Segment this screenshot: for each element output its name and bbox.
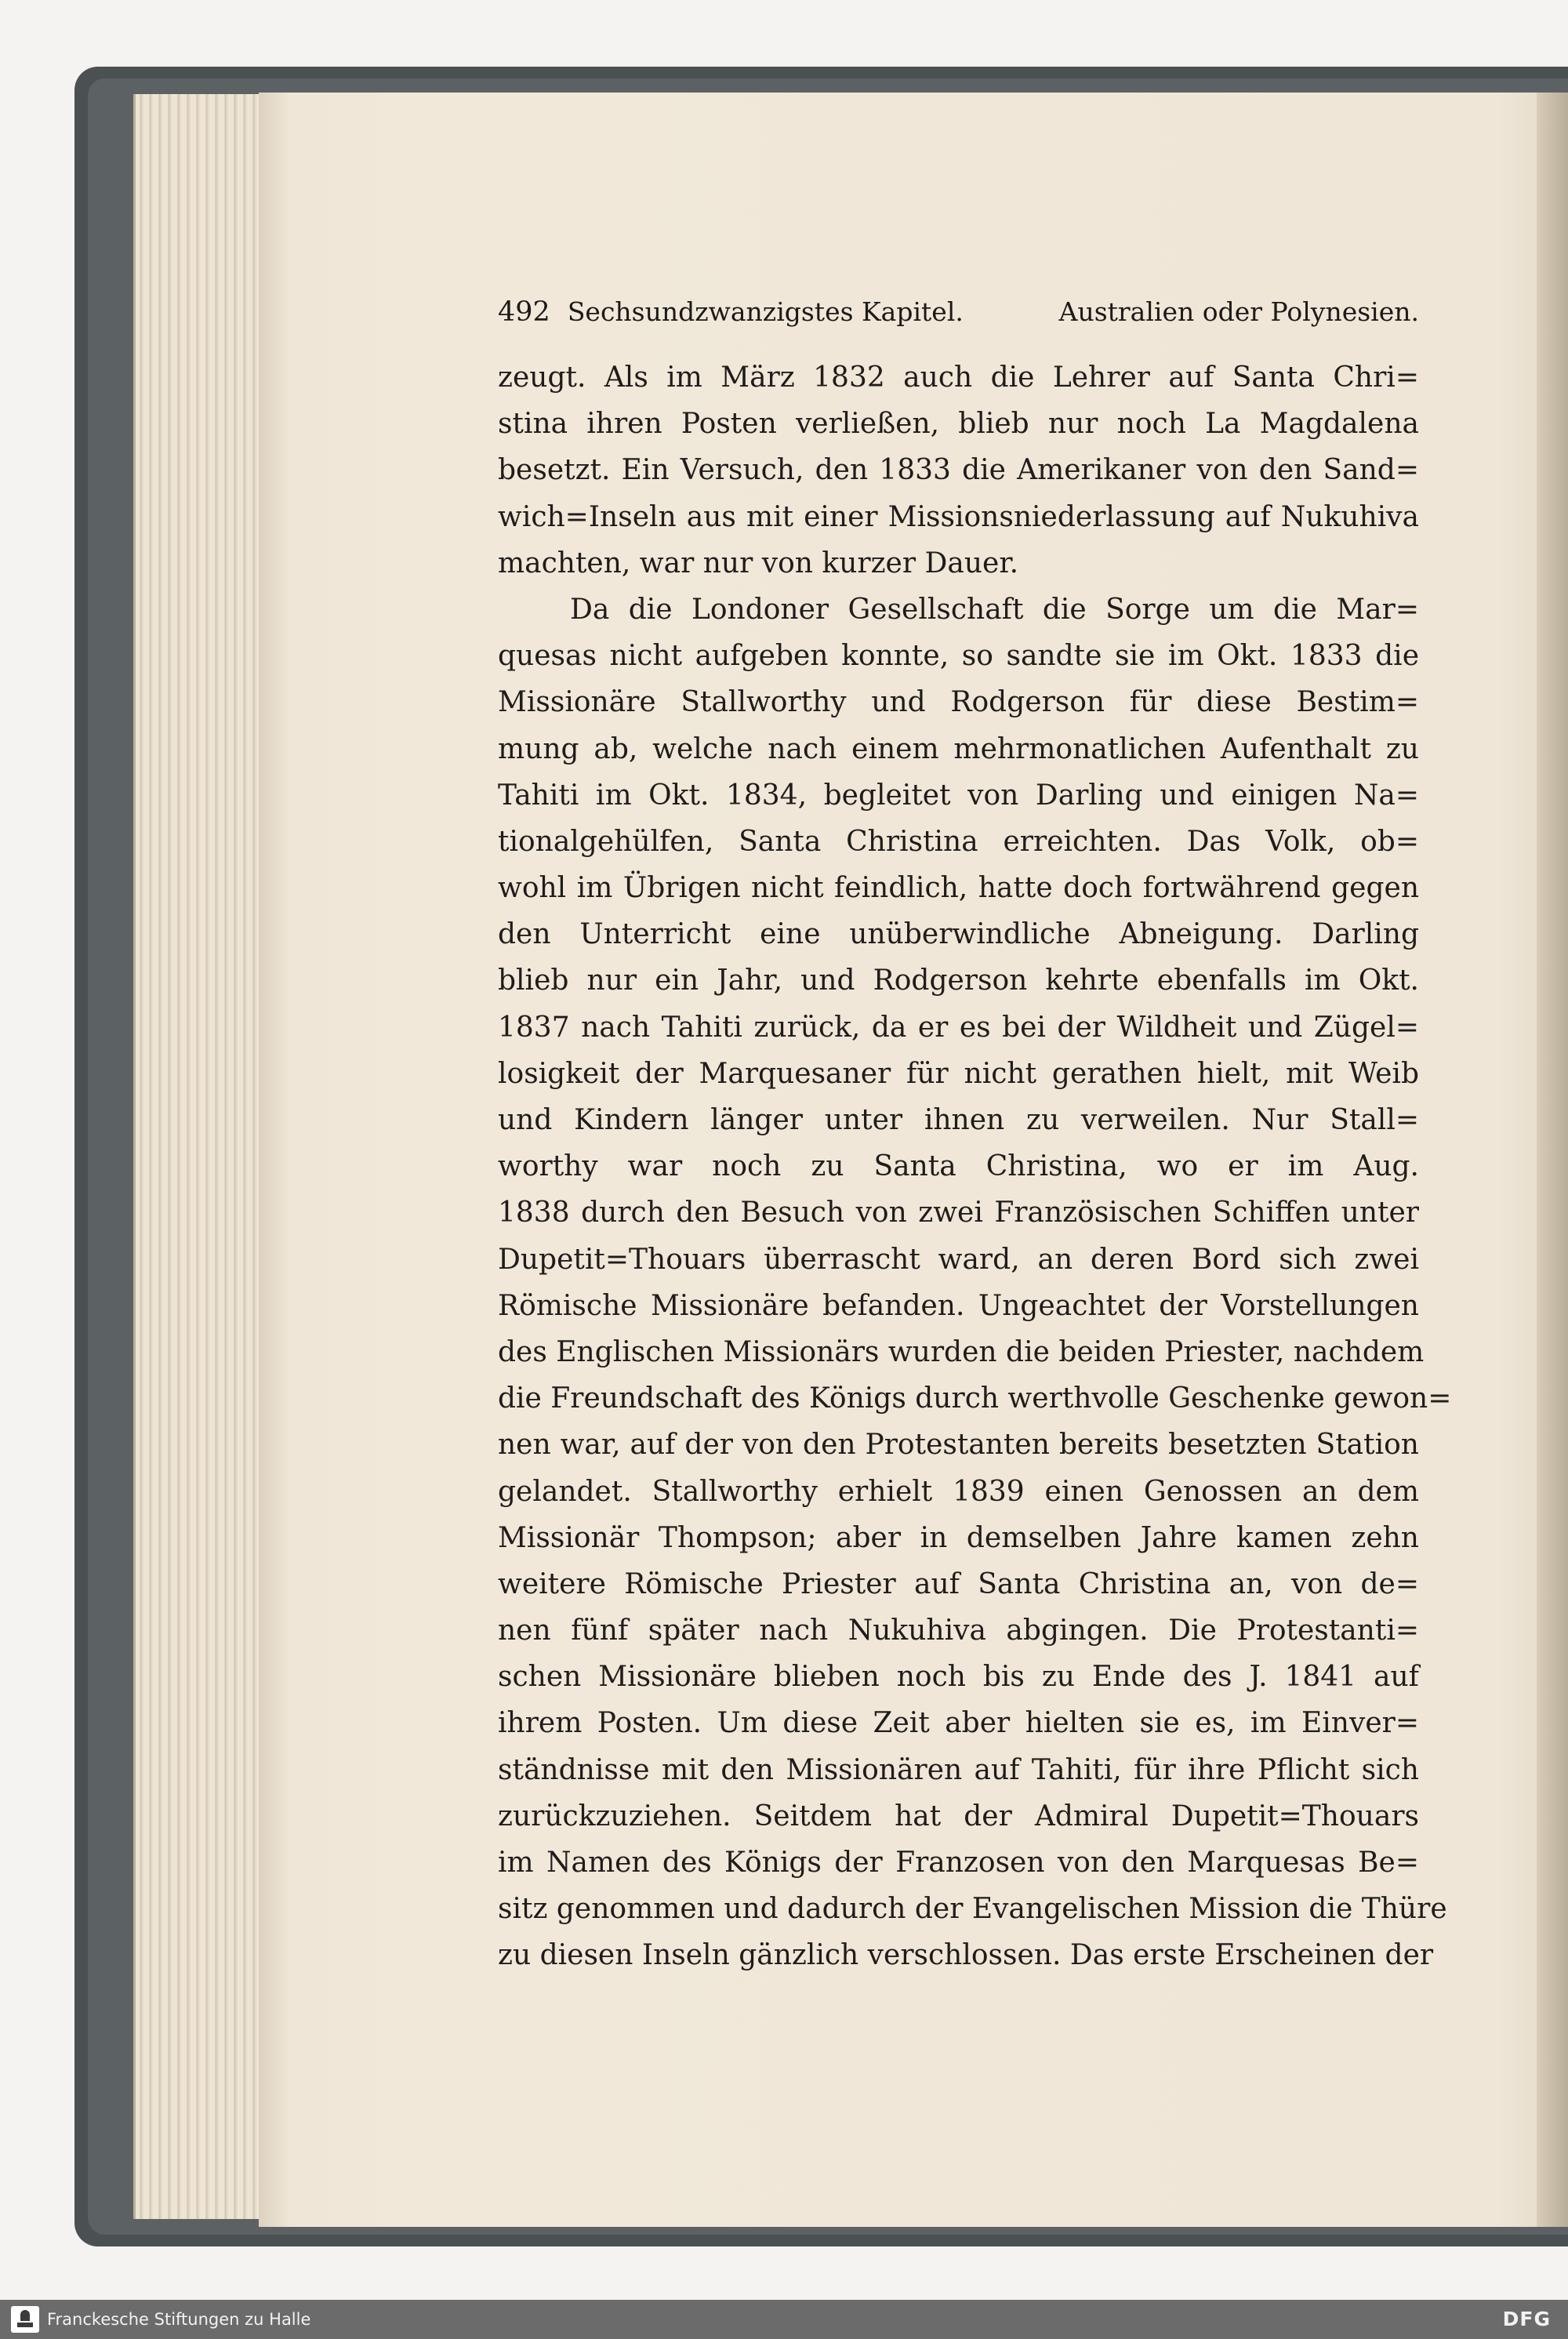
- text-line: 1837 nach Tahiti zurück, da er es bei der Wildheit und Zügel=: [498, 1011, 1419, 1044]
- text-line: besetzt. Ein Versuch, den 1833 die Amerikaner von den Sand=: [498, 454, 1419, 487]
- text-line: Missionäre Stallworthy und Rodgerson für diese Bestim=: [498, 686, 1419, 719]
- text-line: und Kindern länger unter ihnen zu verweilen. Nur Stall=: [498, 1104, 1419, 1136]
- text-line: die Freundschaft des Königs durch werthvolle Geschenke gewon=: [498, 1382, 1452, 1415]
- chapter-title: Sechsundzwanzigstes Kapitel.: [567, 296, 964, 327]
- text-line: schen Missionäre blieben noch bis zu Ende des J. 1841 auf: [498, 1661, 1419, 1694]
- text-line: Da die Londoner Gesellschaft die Sorge um die Mar=: [570, 593, 1419, 626]
- text-line: stina ihren Posten verließen, blieb nur noch La Magdalena: [498, 408, 1419, 441]
- text-line: blieb nur ein Jahr, und Rodgerson kehrte ebenfalls im Okt.: [498, 964, 1419, 997]
- running-head: [498, 296, 1419, 336]
- text-line: sitz genommen und dadurch der Evangelischen Mission die Thüre: [498, 1893, 1447, 1926]
- text-line: zeugt. Als im März 1832 auch die Lehrer auf Santa Chri=: [498, 361, 1419, 394]
- text-line: losigkeit der Marquesaner für nicht gerathen hielt, mit Weib: [498, 1057, 1419, 1090]
- text-line: den Unterricht eine unüberwindliche Abneigung. Darling: [498, 918, 1419, 951]
- footer-bar: [0, 2300, 1568, 2339]
- text-line: worthy war noch zu Santa Christina, wo er im Aug.: [498, 1150, 1419, 1183]
- text-line: Dupetit=Thouars überrascht ward, an deren Bord sich zwei: [498, 1243, 1419, 1276]
- francke-foundation-logo-icon: [11, 2306, 39, 2333]
- text-line: im Namen des Königs der Franzosen von den Marquesas Be=: [498, 1847, 1419, 1879]
- body-text: [498, 354, 1452, 1979]
- page-gutter-shadow: [1537, 93, 1568, 2227]
- text-line: ihrem Posten. Um diese Zeit aber hielten sie es, im Einver=: [498, 1707, 1419, 1740]
- text-line: wich=Inseln aus mit einer Missionsniederlassung auf Nukuhiva: [498, 500, 1419, 533]
- text-line: Missionär Thompson; aber in demselben Jahre kamen zehn: [498, 1521, 1419, 1554]
- text-line: nen fünf später nach Nukuhiva abgingen. Die Protestanti=: [498, 1614, 1419, 1647]
- text-line: ständnisse mit den Missionären auf Tahiti, für ihre Pflicht sich: [498, 1753, 1419, 1786]
- text-line: Tahiti im Okt. 1834, begleitet von Darling und einigen Na=: [498, 779, 1419, 812]
- text-line: wohl im Übrigen nicht feindlich, hatte doch fortwährend gegen: [498, 872, 1419, 905]
- section-title: Australien oder Polynesien.: [1058, 296, 1419, 327]
- page-number: 492: [498, 296, 550, 328]
- text-line: weitere Römische Priester auf Santa Christina an, von de=: [498, 1567, 1419, 1600]
- text-line: Römische Missionäre befanden. Ungeachtet der Vorstellungen: [498, 1289, 1419, 1322]
- page-edges: [133, 94, 261, 2219]
- footer-institution: Franckesche Stiftungen zu Halle: [47, 2310, 311, 2329]
- text-line: des Englischen Missionärs wurden die beiden Priester, nachdem: [498, 1335, 1425, 1368]
- text-line: gelandet. Stallworthy erhielt 1839 einen Genossen an dem: [498, 1475, 1419, 1508]
- text-line: zu diesen Inseln gänzlich verschlossen. Das erste Erscheinen der: [498, 1939, 1434, 1972]
- text-line: mung ab, welche nach einem mehrmonatlichen Aufenthalt zu: [498, 732, 1419, 765]
- text-line: zurückzuziehen. Seitdem hat der Admiral Dupetit=Thouars: [498, 1800, 1419, 1832]
- text-line: 1838 durch den Besuch von zwei Französischen Schiffen unter: [498, 1197, 1419, 1229]
- text-line: machten, war nur von kurzer Dauer.: [498, 547, 1019, 579]
- text-line: quesas nicht aufgeben konnte, so sandte sie im Okt. 1833 die: [498, 640, 1419, 673]
- text-line: nen war, auf der von den Protestanten bereits besetzten Station: [498, 1429, 1419, 1462]
- text-line: tionalgehülfen, Santa Christina erreichten. Das Volk, ob=: [498, 825, 1419, 858]
- dfg-logo: DFG: [1502, 2308, 1551, 2330]
